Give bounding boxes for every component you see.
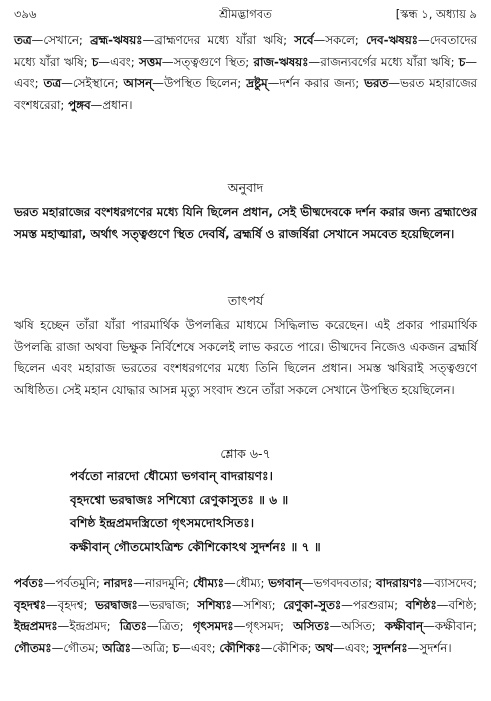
synonym-word: বশিষ্ঠঃ xyxy=(405,597,437,612)
synonym-word: নারদঃ xyxy=(103,576,134,590)
synonym-word: চ xyxy=(458,54,466,69)
synonym-meaning: ভরদ্বাজ xyxy=(149,597,186,612)
synonym-word: ভগবান্ xyxy=(268,576,302,590)
book-title: শ্রীমদ্ভাগবত xyxy=(219,7,272,21)
synonym-word: ত্রিতঃ xyxy=(119,619,147,633)
synonym-word: চ xyxy=(91,54,99,69)
synonym-word: অথ xyxy=(315,640,334,655)
synonym-word: পর্বতঃ xyxy=(14,576,44,590)
synonym-meaning: ত্রিত xyxy=(158,619,180,633)
synonyms-block-1: তত্র—সেখানে; ব্রহ্ম-ঋষয়ঃ—ব্রাহ্মণদের মধ্যে যাঁরা ঋষি; সর্বে—সকলে; দেব-ঋষয়ঃ—দেবতাদের মধ্যে যাঁরা ঋষি; চ—এবং; সত্তম—সত্ত্বগুণে স্থিত; রাজ-ঋষয়ঃ—রাজন্যবর্গের মধ্যে যাঁরা ঋষি; চ—এবং; তত্র—সেইস্থানে; আসন্—উপস্থিত ছিলেন; দ্রষ্টুম্—দর্শন করার জন্য; ভরত—ভরত মহারাজের বংশধরেরা; পুঙ্গব—প্রধান। xyxy=(14,33,478,112)
synonym-meaning: পরশুরাম xyxy=(352,597,395,612)
page-number: ৩৯৬ xyxy=(14,7,37,21)
synonym-meaning: এবং xyxy=(344,640,366,655)
purport-heading: তাৎপর্য xyxy=(227,293,264,308)
synonym-word: সত্তম xyxy=(138,54,162,69)
purport-text: ঋষি হচ্ছেন তাঁরা যাঁরা পারমার্থিক উপলব্ধির মাধ্যমে সিদ্ধিলাভ করেছেন। এই প্রকার পারমার্থিক উপলব্ধি রাজা অথবা ভিক্ষুক নির্বিশেষে সকলেই লাভ করতে পারে। ভীষ্মদেব নিজেও একজন ব্রহ্মর্ষি ছিলেন এবং মহারাজ ভরতের বংশধরগণের মধ্যে তিনি ছিলেন প্রধান। সমস্ত ঋষিরাই সত্ত্বগুণে অধিষ্ঠিত। সেই মহান যোদ্ধার আসন্ন মৃত্যু সংবাদ শুনে তাঁরা সকলে সেখানে উপস্থিত হয়েছিলেন। xyxy=(14,318,477,397)
synonym-meaning: বৃহদশ্ব xyxy=(57,597,84,612)
synonym-meaning: রাজন্যবর্গের মধ্যে যাঁরা ঋষি xyxy=(320,54,451,69)
verse-line: বশিষ্ঠ ইন্দ্রপ্রমদস্ত্রিতো গৃৎসমদোঽসিতঃ। xyxy=(70,516,255,530)
synonym-meaning: সশিষ্য xyxy=(243,597,272,612)
synonym-word: ভরত xyxy=(364,76,389,90)
synonym-meaning: ভরত মহারাজের বংশধরেরা xyxy=(14,76,477,112)
synonym-word: সর্বে xyxy=(294,33,314,47)
synonym-word: তত্র xyxy=(14,33,32,47)
synonym-meaning: উপস্থিত ছিলেন xyxy=(163,76,238,90)
synonym-word: ধৌম্যঃ xyxy=(192,576,224,590)
synonym-word: রেণুকা-সুতঃ xyxy=(283,597,342,612)
running-header xyxy=(14,6,477,24)
synonym-word: রাজ-ঋষয়ঃ xyxy=(253,54,309,69)
synonym-word: ব্রহ্ম-ঋষয়ঃ xyxy=(90,33,143,47)
synonym-meaning: ভগবদবতার xyxy=(313,576,369,590)
verse-line: কক্ষীবান্ গৌতমোঽত্রিশ্চ কৌশিকোঽথ সুদর্শনঃ ॥ ৭ ॥ xyxy=(70,539,321,554)
synonym-meaning: ইন্দ্রপ্রমদ xyxy=(69,619,107,633)
synonym-meaning: সুদর্শন xyxy=(419,640,448,655)
synonym-meaning: দর্শন করার জন্য xyxy=(279,76,356,90)
synonym-word: গৃৎসমদঃ xyxy=(192,619,234,633)
synonym-word: সশিষ্যঃ xyxy=(197,597,232,612)
synonym-meaning: সেইস্থানে xyxy=(72,76,115,90)
synonym-word: দ্রষ্টুম্ xyxy=(246,76,268,90)
verse-heading: শ্লোক ৬-৭ xyxy=(220,446,271,461)
synonyms-block-2: পর্বতঃ—পর্বতমুনি; নারদঃ—নারদমুনি; ধৌম্যঃ—ধৌম্য; ভগবান্—ভগবদবতার; বাদরায়ণঃ—ব্যাসদেব; বৃহদশ্বঃ—বৃহদশ্ব; ভরদ্বাজঃ—ভরদ্বাজ; সশিষ্যঃ—সশিষ্য; রেণুকা-সুতঃ—পরশুরাম; বশিষ্ঠঃ—বশিষ্ঠ; ইন্দ্রপ্রমদঃ—ইন্দ্রপ্রমদ; ত্রিতঃ—ত্রিত; গৃৎসমদঃ—গৃৎসমদ; অসিতঃ—অসিত; কক্ষীবান্—কক্ষীবান; গৌতমঃ—গৌতম; অত্রিঃ—অত্রি; চ—এবং; কৌশিকঃ—কৌশিক; অথ—এবং; সুদর্শনঃ—সুদর্শন। xyxy=(14,576,478,655)
synonym-word: সুদর্শনঃ xyxy=(373,640,408,655)
synonym-word: অসিতঃ xyxy=(293,619,330,633)
synonym-word: কৌশিকঃ xyxy=(219,640,261,655)
synonym-meaning: বশিষ্ঠ xyxy=(448,597,474,612)
synonym-word: তত্র xyxy=(43,76,62,90)
synonym-meaning: কৌশিক xyxy=(272,640,308,655)
synonym-word: পুঙ্গব xyxy=(68,97,91,112)
synonym-meaning: নারদমুনি xyxy=(144,576,186,590)
synonym-meaning: অত্রি xyxy=(142,640,166,655)
synonym-meaning: এবং xyxy=(110,54,131,69)
synonym-word: বৃহদশ্বঃ xyxy=(14,597,46,612)
synonym-meaning: অসিত xyxy=(341,619,372,633)
verse-line: পর্বতো নারদো ধৌম্যো ভগবান্ বাদরায়ণঃ। xyxy=(70,469,273,483)
synonym-meaning: কক্ষীবান xyxy=(434,619,474,633)
translation-heading: অনুবাদ xyxy=(227,180,264,195)
synonym-meaning: সকলে xyxy=(325,33,355,47)
synonym-meaning: সেখানে xyxy=(43,33,79,47)
synonym-word: বাদরায়ণঃ xyxy=(376,576,423,590)
synonym-word: দেব-ঋষয়ঃ xyxy=(366,33,418,47)
synonym-meaning: গৌতম xyxy=(63,640,95,655)
synonym-meaning: পর্বতমুনি xyxy=(55,576,96,590)
synonym-word: কক্ষীবান্ xyxy=(384,619,423,633)
verse-lines xyxy=(70,465,321,559)
synonym-meaning: ব্রাহ্মণদের মধ্যে যাঁরা ঋষি xyxy=(154,33,284,47)
synonym-meaning: গৃৎসমদ xyxy=(245,619,280,633)
synonym-meaning: দেবতাদের মধ্যে যাঁরা ঋষি xyxy=(14,33,478,69)
synonym-word: ভরদ্বাজঃ xyxy=(95,597,138,612)
verse-line: বৃহদশ্বো ভরদ্বাজঃ সশিষ্যো রেণুকাসুতঃ ॥ ৬ ॥ xyxy=(70,492,289,507)
synonym-meaning: এবং xyxy=(14,76,35,90)
synonym-meaning: সত্ত্বগুণে স্থিত xyxy=(173,54,246,69)
synonym-meaning: ব্যাসদেব xyxy=(434,576,473,590)
chapter-reference: [স্কন্ধ ১, অধ্যায় ৯ xyxy=(395,7,477,21)
synonym-meaning: প্রধান xyxy=(102,97,129,112)
synonym-word: আসন্ xyxy=(123,76,153,90)
synonym-meaning: এবং xyxy=(190,640,212,655)
synonym-word: গৌতমঃ xyxy=(14,640,52,655)
synonym-word: অত্রিঃ xyxy=(102,640,131,655)
synonym-word: ইন্দ্রপ্রমদঃ xyxy=(14,619,58,633)
synonym-word: চ xyxy=(172,640,180,655)
synonym-meaning: ধৌম্য xyxy=(235,576,261,590)
translation-text: ভরত মহারাজের বংশধরগণের মধ্যে যিনি ছিলেন প্রধান, সেই ভীষ্মদেবকে দর্শন করার জন্য ব্রহ্মাণ্ডের সমস্ত মহাত্মারা, অর্থাৎ সত্ত্বগুণে স্থিত দেবর্ষি, ব্রহ্মর্ষি ও রাজর্ষিরা সেখানে সমবেত হয়েছিলেন। xyxy=(14,205,477,241)
